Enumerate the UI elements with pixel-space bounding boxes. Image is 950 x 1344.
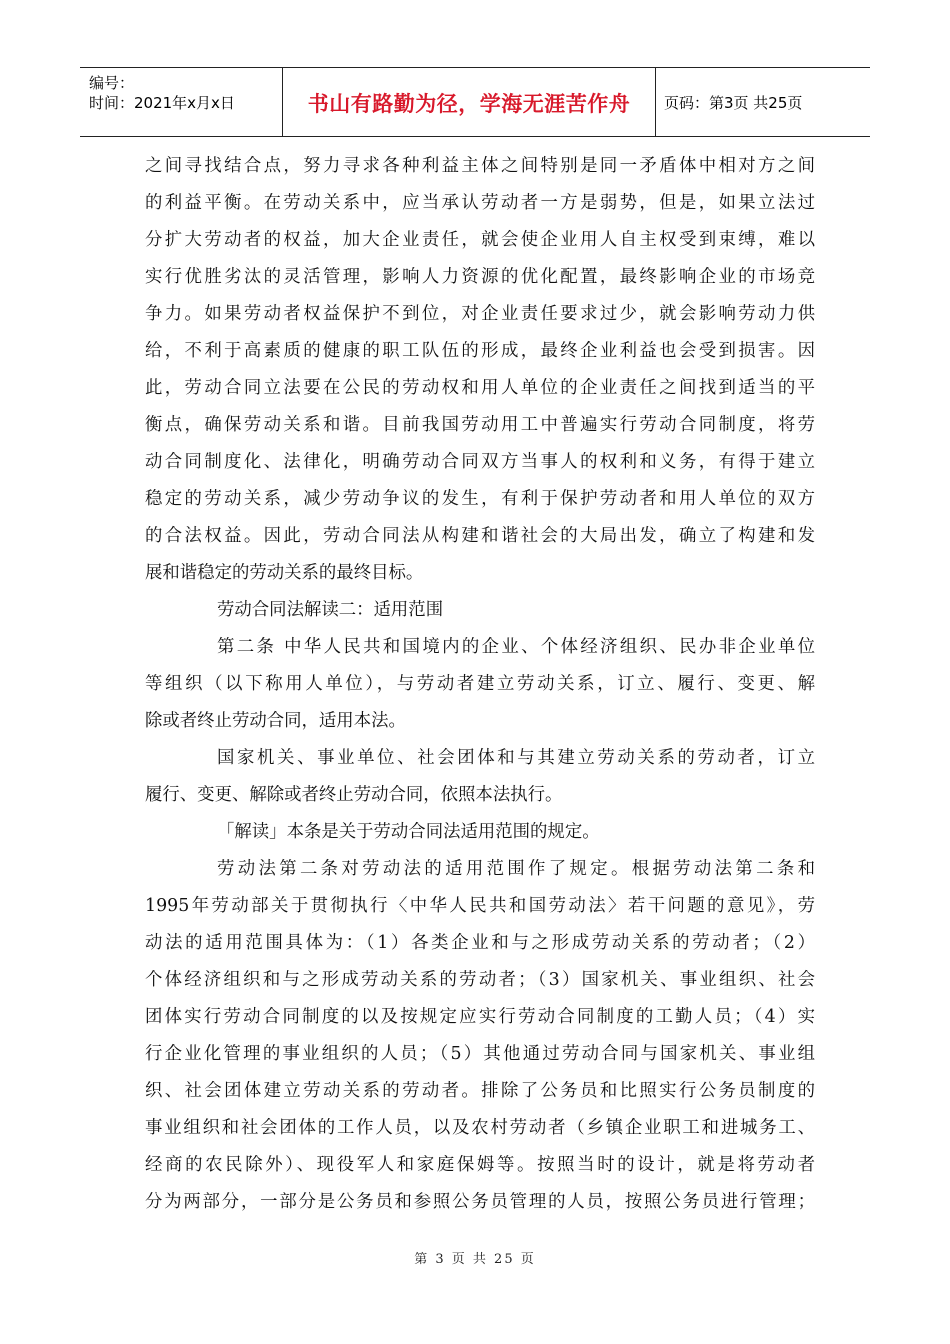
header-meta: [80, 68, 283, 136]
document-date: 时间：2021年x月x日: [89, 94, 235, 112]
body-line: 织、社会团体建立劳动关系的劳动者。排除了公务员和比照实行公务员制度的: [145, 1081, 815, 1101]
body-line: 给，不利于高素质的健康的职工队伍的形成，最终企业利益也会受到损害。因: [145, 341, 815, 361]
interpretation-line: 「解读」本条是关于劳动合同法适用范围的规定。: [217, 822, 600, 842]
body-line: 动合同制度化、法律化，明确劳动合同双方当事人的权利和义务，有得于建立: [145, 452, 815, 472]
document-number: 编号：: [89, 74, 135, 92]
body-line: 的合法权益。因此，劳动合同法从构建和谐社会的大局出发，确立了构建和发: [145, 526, 815, 546]
body-line: 之间寻找结合点，努力寻求各种利益主体之间特别是同一矛盾体中相对方之间: [145, 156, 815, 176]
body-line: 团体实行劳动合同制度的以及按规定应实行劳动合同制度的工勤人员；（4）实: [145, 1007, 815, 1027]
page-header: [80, 67, 870, 137]
body-line: 的利益平衡。在劳动关系中，应当承认劳动者一方是弱势，但是，如果立法过: [145, 193, 815, 213]
body-line: 经商的农民除外）、现役军人和家庭保姆等。按照当时的设计，就是将劳动者: [145, 1155, 815, 1175]
header-motto: 书山有路勤为径，学海无涯苦作舟: [283, 68, 656, 136]
body-line: 1995年劳动部关于贯彻执行〈中华人民共和国劳动法〉若干问题的意见》，劳: [145, 896, 815, 916]
document-body: [145, 148, 815, 1221]
section-heading: 劳动合同法解读二：适用范围: [217, 600, 444, 620]
body-line: 动法的适用范围具体为：（1）各类企业和与之形成劳动关系的劳动者；（2）: [145, 933, 815, 953]
article-line: 履行、变更、解除或者终止劳动合同，依照本法执行。: [145, 785, 563, 805]
body-line: 争力。如果劳动者权益保护不到位，对企业责任要求过少，就会影响劳动力供: [145, 304, 815, 324]
body-line: 稳定的劳动关系，减少劳动争议的发生，有利于保护劳动者和用人单位的双方: [145, 489, 815, 509]
article-line: 等组织（以下称用人单位），与劳动者建立劳动关系，订立、履行、变更、解: [145, 674, 815, 694]
body-line: 行企业化管理的事业组织的人员；（5）其他通过劳动合同与国家机关、事业组: [145, 1044, 815, 1064]
body-line: 展和谐稳定的劳动关系的最终目标。: [145, 563, 424, 583]
body-line: 劳动法第二条对劳动法的适用范围作了规定。根据劳动法第二条和: [217, 859, 815, 879]
body-line: 个体经济组织和与之形成劳动关系的劳动者；（3）国家机关、事业组织、社会: [145, 970, 815, 990]
article-line: 除或者终止劳动合同，适用本法。: [145, 711, 406, 731]
body-line: 分为两部分，一部分是公务员和参照公务员管理的人员，按照公务员进行管理；: [145, 1192, 815, 1212]
page-footer: 第 3 页 共 25 页: [414, 1252, 536, 1267]
body-line: 衡点，确保劳动关系和谐。目前我国劳动用工中普遍实行劳动合同制度，将劳: [145, 415, 815, 435]
article-line: 第二条 中华人民共和国境内的企业、个体经济组织、民办非企业单位: [217, 637, 815, 657]
body-line: 分扩大劳动者的权益，加大企业责任，就会使企业用人自主权受到束缚，难以: [145, 230, 815, 250]
body-line: 事业组织和社会团体的工作人员，以及农村劳动者（乡镇企业职工和进城务工、: [145, 1118, 815, 1138]
article-line: 国家机关、事业单位、社会团体和与其建立劳动关系的劳动者，订立: [217, 748, 815, 768]
header-page-info: 页码：第3页 共25页: [664, 93, 803, 112]
body-line: 实行优胜劣汰的灵活管理，影响人力资源的优化配置，最终影响企业的市场竞: [145, 267, 815, 287]
body-line: 此，劳动合同立法要在公民的劳动权和用人单位的企业责任之间找到适当的平: [145, 378, 815, 398]
